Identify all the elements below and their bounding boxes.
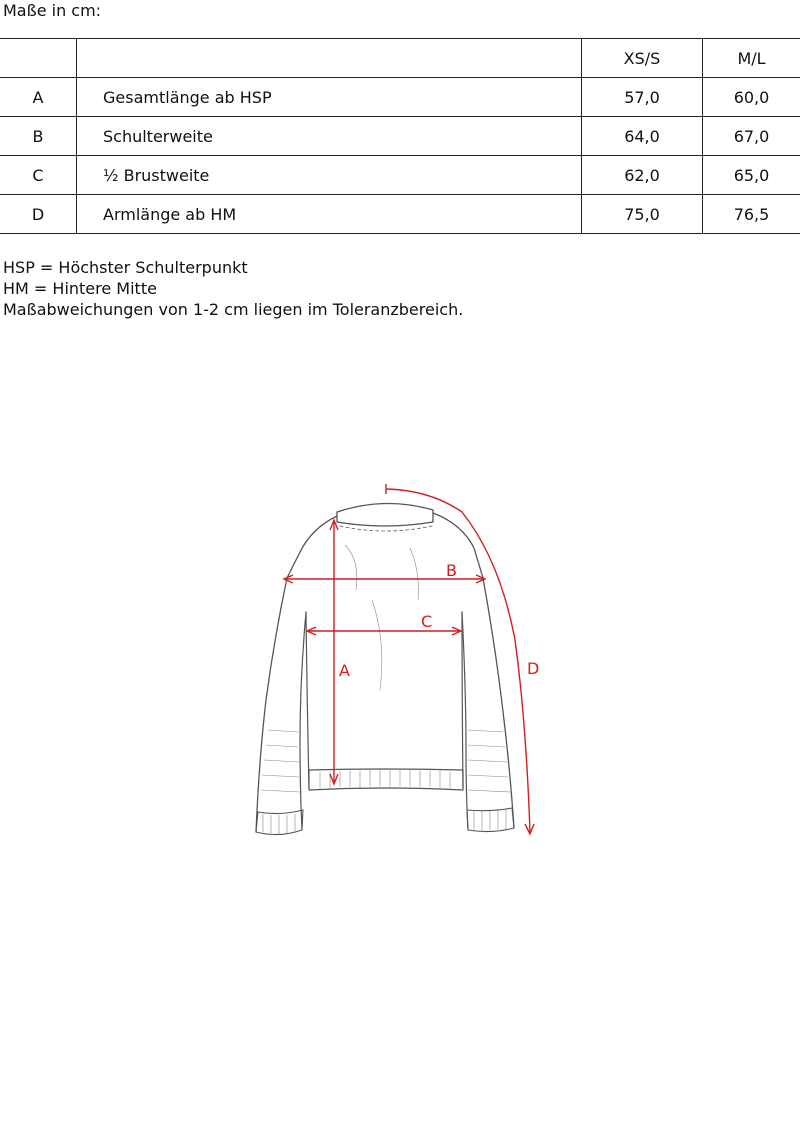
row-label: Gesamtlänge ab HSP — [77, 78, 582, 117]
sweater-shoulder-left — [287, 516, 337, 578]
note-tolerance: Maßabweichungen von 1-2 cm liegen im Toleranzbereich. — [3, 300, 464, 319]
label-a: A — [339, 661, 350, 680]
sweater-collar-inner — [340, 526, 432, 531]
row-label: Armlänge ab HM — [77, 195, 582, 234]
page-title: Maße in cm: — [3, 1, 102, 20]
row-value-xs-s: 75,0 — [582, 195, 703, 234]
header-size-m-l: M/L — [703, 39, 800, 78]
row-value-xs-s: 57,0 — [582, 78, 703, 117]
row-letter: B — [0, 117, 77, 156]
label-c: C — [421, 612, 433, 631]
note-hsp: HSP = Höchster Schulterpunkt — [3, 258, 248, 277]
row-letter: D — [0, 195, 77, 234]
note-hm: HM = Hintere Mitte — [3, 279, 157, 298]
row-letter: C — [0, 156, 77, 195]
row-value-xs-s: 62,0 — [582, 156, 703, 195]
row-value-m-l: 67,0 — [703, 117, 800, 156]
row-label: Schulterweite — [77, 117, 582, 156]
row-label: ½ Brustweite — [77, 156, 582, 195]
row-value-m-l: 60,0 — [703, 78, 800, 117]
row-letter: A — [0, 78, 77, 117]
row-value-xs-s: 64,0 — [582, 117, 703, 156]
sweater-sketch — [256, 503, 514, 834]
header-size-xs-s: XS/S — [582, 39, 703, 78]
label-b: B — [446, 561, 457, 580]
sweater-body-left — [306, 612, 309, 788]
sweater-shoulder-right — [433, 513, 483, 578]
sweater-ribbing — [261, 545, 510, 834]
row-value-m-l: 76,5 — [703, 195, 800, 234]
sweater-sleeve-left-outer — [256, 578, 287, 832]
label-d: D — [527, 659, 540, 678]
measure-d-line — [386, 489, 530, 832]
sweater-collar — [337, 503, 433, 526]
row-value-m-l: 65,0 — [703, 156, 800, 195]
sweater-sleeve-left-inner — [300, 612, 306, 830]
